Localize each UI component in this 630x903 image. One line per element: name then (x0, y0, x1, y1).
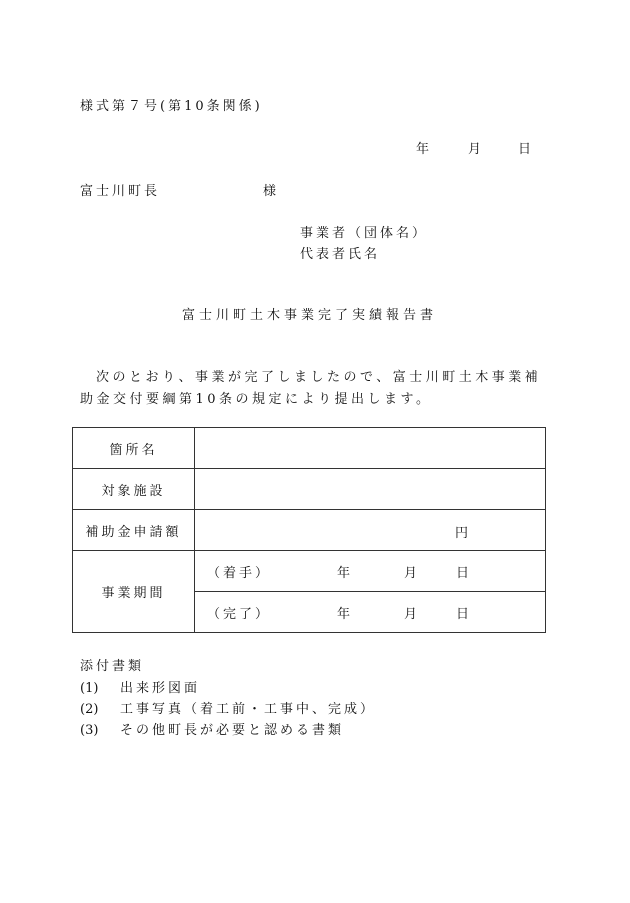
date-year-label: 年 (416, 142, 433, 157)
applicant-org-label: 事業者（団体名） (300, 226, 429, 241)
location-label: 箇所名 (73, 428, 195, 469)
period-start-row[interactable] (195, 551, 545, 592)
period-start-year: 年 (337, 566, 354, 581)
location-field[interactable] (195, 428, 546, 469)
attachment-item (80, 677, 200, 696)
date-month-label: 月 (468, 142, 485, 157)
attachment-number: (2) (80, 702, 99, 717)
attachment-number: (3) (80, 723, 99, 738)
period-end-label: （完了） (207, 607, 272, 622)
period-start-label: （着手） (207, 566, 272, 581)
table-row-facility (73, 469, 546, 510)
period-field (195, 551, 546, 633)
info-table (72, 427, 546, 633)
attachment-text: その他町長が必要と認める書類 (120, 723, 345, 738)
table-row-period (73, 551, 546, 633)
amount-unit: 円 (455, 526, 472, 541)
attachment-item (80, 719, 344, 738)
period-end-year: 年 (337, 607, 354, 622)
attachments-title: 添付書類 (80, 659, 145, 674)
facility-label: 対象施設 (73, 469, 195, 510)
period-end-month: 月 (404, 607, 421, 622)
period-end-day: 日 (456, 607, 473, 622)
attachment-text: 工事写真（着工前・工事中、完成） (120, 702, 377, 717)
attachment-number: (1) (80, 681, 99, 696)
attachment-text: 出来形図面 (120, 681, 201, 696)
facility-field[interactable] (195, 469, 546, 510)
body-text: 次のとおり、事業が完了しましたので、富士川町土木事業補助金交付要綱第10条の規定により提出します。 (80, 370, 542, 407)
period-start-day: 日 (456, 566, 473, 581)
amount-label: 補助金申請額 (73, 510, 195, 551)
document-title: 富士川町土木事業完了実績報告書 (182, 308, 438, 323)
period-end-row[interactable] (195, 592, 545, 632)
period-label: 事業期間 (73, 551, 195, 633)
addressee-honorific: 様 (263, 184, 280, 199)
period-start-month: 月 (404, 566, 421, 581)
addressee-name: 富士川町長 (80, 184, 161, 199)
amount-field[interactable] (195, 510, 546, 551)
form-number: 様式第７号(第10条関係) (80, 99, 263, 114)
table-row-location (73, 428, 546, 469)
date-day-label: 日 (518, 142, 535, 157)
attachment-item (80, 698, 376, 717)
table-row-amount (73, 510, 546, 551)
applicant-rep-label: 代表者氏名 (300, 247, 381, 262)
